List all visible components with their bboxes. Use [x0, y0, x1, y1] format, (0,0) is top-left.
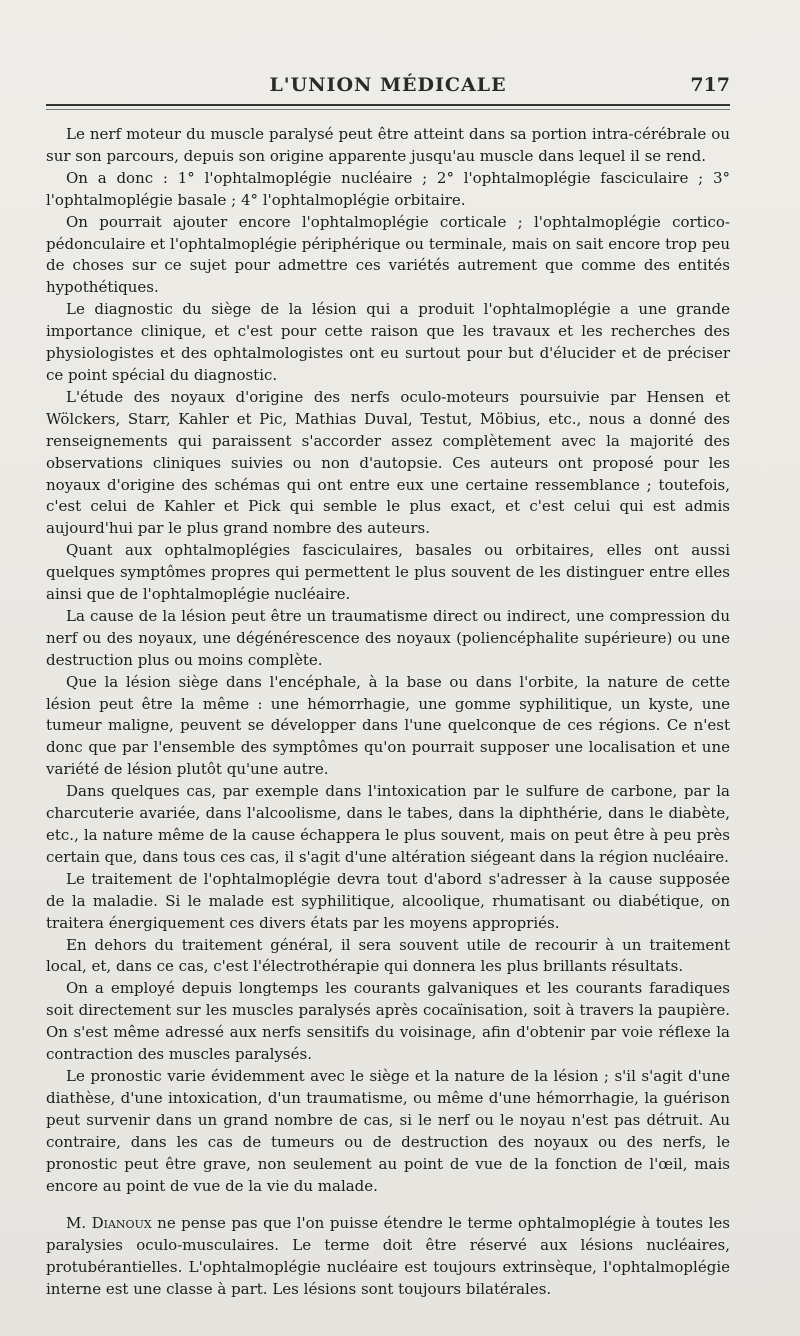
journal-title: L'UNION MÉDICALE [269, 74, 507, 96]
paragraph: Le diagnostic du siège de la lésion qui a produit l'ophtalmoplégie a une grande importance clinique, et c'est pour cette raison que les travaux et les recherches des physiologistes et des ophtalmologistes ont eu surtout pour but d'élucider et de préciser ce point spécial du diagnostic. [46, 300, 730, 384]
paragraph: La cause de la lésion peut être un traumatisme direct ou indirect, une compression du nerf ou des noyaux, une dégénérescence des noyaux (poliencéphalite supérieure) ou une destruction plus ou moins complète. [46, 606, 730, 669]
discussion-text: ne pense pas que l'on puisse étendre le terme ophtalmoplégie à toutes les paralysies oculo-musculaires. Le terme doit être réservé aux lésions nucléaires, protubérantielles. L'ophtalmoplégie nucléaire est toujours extrinsèque, l'ophtalmoplégie interne est une classe à part. Les lésions sont toujours bilatérales. [46, 1214, 730, 1299]
header-rule-thin [46, 109, 730, 110]
paragraph: On pourrait ajouter encore l'ophtalmoplégie corticale ; l'ophtalmoplégie cortico-pédonculaire et l'ophtalmoplégie périphérique ou terminale, mais on sait encore trop peu de choses sur ce sujet pour admettre ces variétés autrement que comme des entités hypothétiques. [46, 212, 730, 297]
paragraph: Dans quelques cas, par exemple dans l'intoxication par le sulfure de carbone, par la charcuterie avariée, dans l'alcoolisme, dans le tabes, dans la diphthérie, dans le diabète, etc., la nature même de la cause échappera le plus souvent, mais on peut être à peu près certain que, dans tous ces cas, il s'agit d'une altération siégeant dans la région nucléaire. [46, 782, 730, 866]
paragraph: En dehors du traitement général, il sera souvent utile de recourir à un traitement local, et, dans ce cas, c'est l'électrothérapie qui donnera les plus brillants résultats. [46, 935, 730, 976]
paragraph: Le traitement de l'ophtalmoplégie devra tout d'abord s'adresser à la cause supposée de la maladie. Si le malade est syphilitique, alcoolique, rhumatisant ou diabétique, on traitera énergiquement ces divers états par les moyens appropriés. [46, 869, 730, 932]
running-header [46, 74, 730, 102]
speaker-name: M. Dianoux [66, 1214, 152, 1233]
paragraph: Le nerf moteur du muscle paralysé peut être atteint dans sa portion intra-cérébrale ou sur son parcours, depuis son origine apparente jusqu'au muscle dans lequel il se rend. [46, 125, 730, 165]
paragraph: Que la lésion siège dans l'encéphale, à la base ou dans l'orbite, la nature de cette lésion peut être la même : une hémorrhagie, une gomme syphilitique, un kyste, une tumeur maligne, peuvent se développer dans l'une quelconque de ces régions. Ce n'est donc que par l'ensemble des symptômes qu'on pourrait supposer une localisation et une variété de lésion plutôt qu'une autre. [46, 672, 730, 779]
page-number: 717 [690, 74, 730, 96]
discussion-paragraph [46, 1213, 730, 1301]
paragraph: L'étude des noyaux d'origine des nerfs oculo-moteurs poursuivie par Hensen et Wölckers, Starr, Kahler et Pic, Mathias Duval, Testut, Möbius, etc., nous a donné des renseignements qui paraissent s'accorder assez complètement avec la majorité des observations cliniques suivies ou non d'autopsie. Ces auteurs ont proposé pour les noyaux d'origine des schémas qui ont entre eux une certaine ressemblance ; toutefois, c'est celui de Kahler et Pick qui semble le plus exact, et c'est celui qui est admis aujourd'hui par le plus grand nombre des auteurs. [46, 387, 730, 538]
paragraph: On a employé depuis longtemps les courants galvaniques et les courants faradiques soit directement sur les muscles paralysés après cocaïnisation, soit à travers la paupière. On s'est même adressé aux nerfs sensitifs du voisinage, afin d'obtenir par voie réflexe la contraction des muscles paralysés. [46, 979, 730, 1064]
paragraph: On a donc : 1° l'ophtalmoplégie nucléaire ; 2° l'ophtalmoplégie fasciculaire ; 3° l'ophtalmoplégie basale ; 4° l'ophtalmoplégie orbitaire. [46, 168, 730, 209]
paragraph: Le pronostic varie évidemment avec le siège et la nature de la lésion ; s'il s'agit d'une diathèse, d'une intoxication, d'un traumatisme, ou même d'une hémorrhagie, la guérison peut survenir dans un grand nombre de cas, si le nerf ou le noyau n'est pas détruit. Au contraire, dans les cas de tumeurs ou de destruction des noyaux ou des nerfs, le pronostic peut être grave, non seulement au point de vue de la fonction de l'œil, mais encore au point de vue de la vie du malade. [46, 1066, 730, 1195]
article-body [46, 124, 730, 1301]
header-rule [46, 104, 730, 106]
paragraph: Quant aux ophtalmoplégies fasciculaires, basales ou orbitaires, elles ont aussi quelques symptômes propres qui permettent le plus souvent de les distinguer entre elles ainsi que de l'ophtalmoplégie nucléaire. [46, 541, 730, 604]
